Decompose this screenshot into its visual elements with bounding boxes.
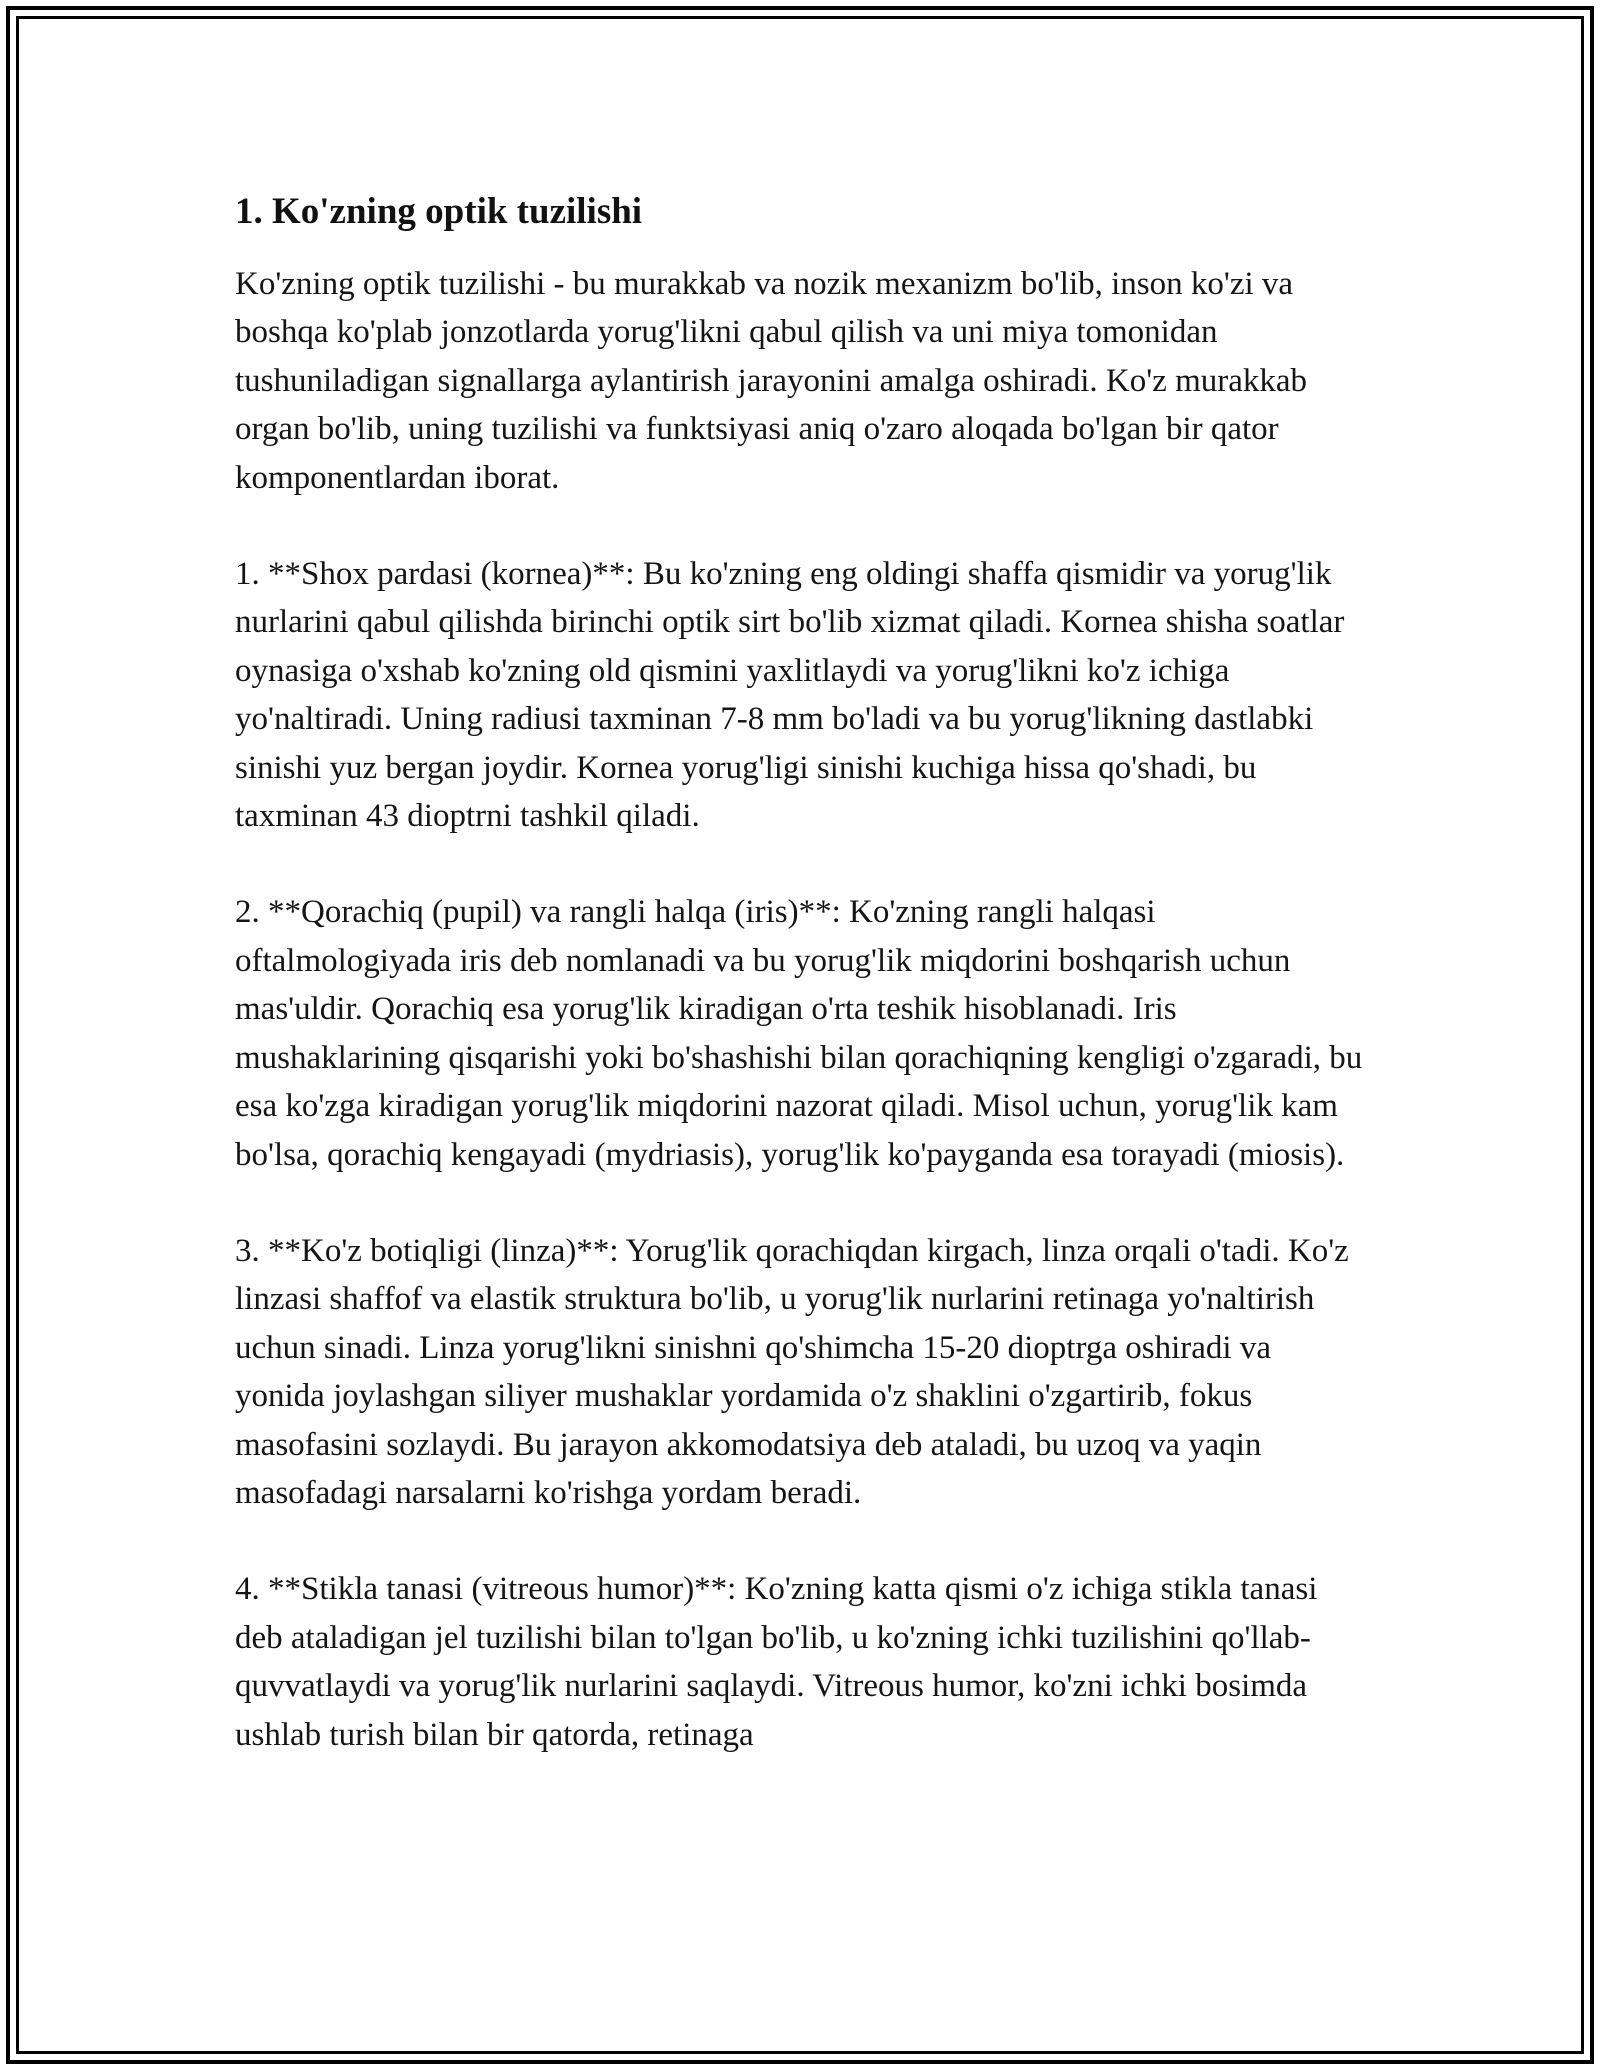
paragraph-cornea: 1. **Shox pardasi (kornea)**: Bu ko'zning eng oldingi shaffa qismidir va yorug'lik nurlarini qabul qilishda birinchi optik sirt bo'lib xizmat qiladi. Kornea shisha soatlar oynasiga o'xshab ko'zning old qismini yaxlitlaydi va yorug'likni ko'z ichiga yo'naltiradi. Uning radiusi taxminan 7-8 mm bo'ladi va bu yorug'likning dastlabki sinishi yuz bergan joydir. Kornea yorug'ligi sinishi kuchiga hissa qo'shadi, bu taxminan 43 dioptrni tashkil qiladi. [235, 556, 1345, 835]
section-heading: 1. Ko'zning optik tuzilishi [235, 191, 643, 232]
document-body [235, 186, 1365, 1759]
paragraph-intro: Ko'zning optik tuzilishi - bu murakkab va nozik mexanizm bo'lib, inson ko'zi va boshqa ko'plab jonzotlarda yorug'likni qabul qilish va uni miya tomonidan tushuniladigan signallarga aylantirish jarayonini amalga oshiradi. Ko'z murakkab organ bo'lib, uning tuzilishi va funktsiyasi aniq o'zaro aloqada bo'lgan bir qator komponentlardan iborat. [235, 266, 1308, 496]
paragraph-lens: 3. **Ko'z botiqligi (linza)**: Yorug'lik qorachiqdan kirgach, linza orqali o'tadi. Ko'z linzasi shaffof va elastik struktura bo'lib, u yorug'lik nurlarini retinaga yo'naltirish uchun sinadi. Linza yorug'likni sinishni qo'shimcha 15-20 dioptrga oshiradi va yonida joylashgan siliyer mushaklar yordamida o'z shaklini o'zgartirib, fokus masofasini sozlaydi. Bu jarayon akkomodatsiya deb ataladi, bu uzoq va yaqin masofadagi narsalarni ko'rishga yordam beradi. [235, 1232, 1349, 1511]
paragraph-pupil-iris: 2. **Qorachiq (pupil) va rangli halqa (iris)**: Ko'zning rangli halqasi oftalmologiyada iris deb nomlanadi va bu yorug'lik miqdorini boshqarish uchun mas'uldir. Qorachiq esa yorug'lik kiradigan o'rta teshik hisoblanadi. Iris mushaklarining qisqarishi yoki bo'shashishi bilan qorachiqning kengligi o'zgaradi, bu esa ko'zga kiradigan yorug'lik miqdorini nazorat qiladi. Misol uchun, yorug'lik kam bo'lsa, qorachiq kengayadi (mydriasis), yorug'lik ko'payganda esa torayadi (miosis). [235, 894, 1363, 1173]
paragraph-vitreous-humor: 4. **Stikla tanasi (vitreous humor)**: Ko'zning katta qismi o'z ichiga stikla tanasi deb ataladigan jel tuzilishi bilan to'lgan bo'lib, u ko'zning ichki tuzilishini qo'llab-quvvatlaydi va yorug'lik nurlarini saqlaydi. Vitreous humor, ko'zni ichki bosimda ushlab turish bilan bir qatorda, retinaga [235, 1571, 1318, 1753]
